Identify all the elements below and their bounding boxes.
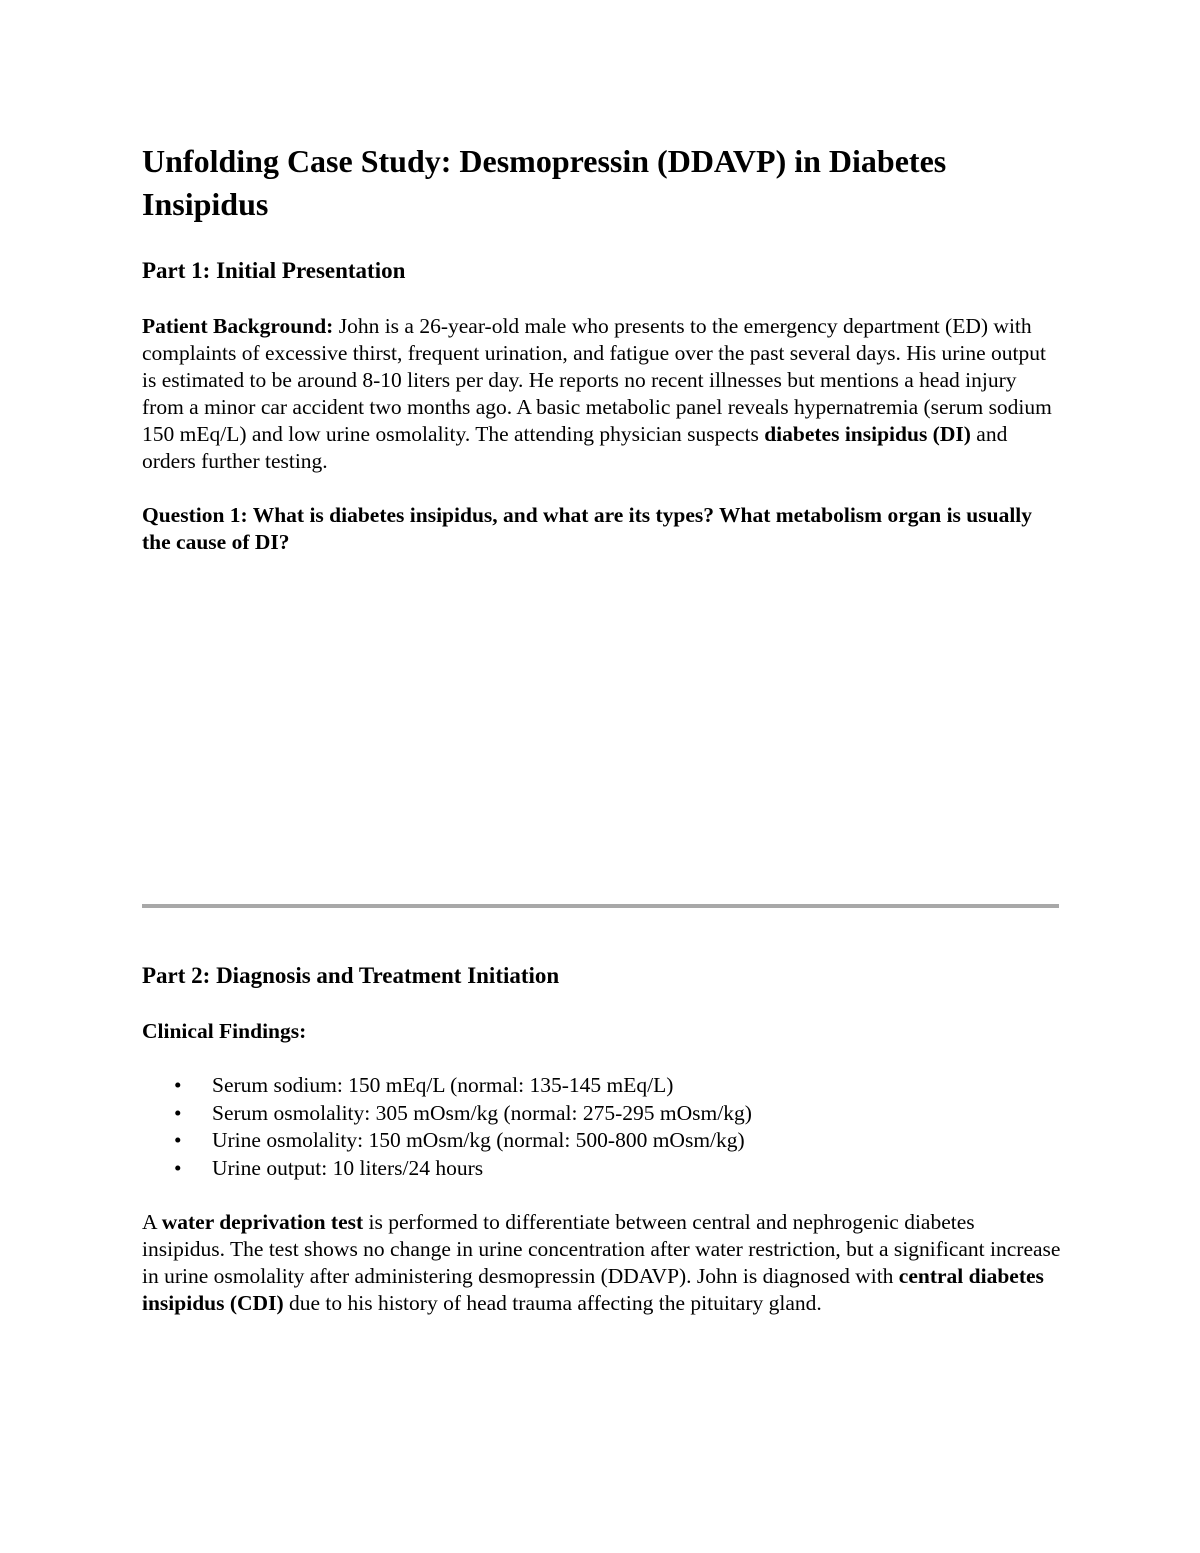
document-title: Unfolding Case Study: Desmopressin (DDAVP) in Diabetes Insipidus: [142, 143, 947, 222]
list-item: [142, 1100, 1062, 1128]
clinical-findings-list: [142, 1072, 1062, 1182]
list-item: [142, 1155, 1062, 1183]
test-bold-2: central diabetes insipidus (CDI): [142, 1264, 1044, 1315]
test-text-1: A: [142, 1210, 162, 1234]
patient-background-text-1: John is a 26-year-old male who presents to the emergency department (ED) with complaints of excessive thirst, frequent urination, and fatigue over the past several days. His urine output is estimated to be around 8-10 liters per day. He reports no recent illnesses but mentions a head injury from a minor car accident two months ago. A basic metabolic panel reveals hypernatremia (serum sodium 150 mEq/L) and low urine osmolality. The attending physician suspects: [142, 314, 1052, 446]
test-text-3: due to his history of head trauma affecting the pituitary gland.: [283, 1291, 822, 1315]
bullet-icon: •: [174, 1155, 182, 1180]
test-bold-1: water deprivation test: [161, 1210, 364, 1234]
finding-text: Serum osmolality: 305 mOsm/kg (normal: 275-295 mOsm/kg): [212, 1100, 752, 1125]
bullet-icon: •: [174, 1128, 182, 1152]
bullet-icon: •: [174, 1100, 182, 1125]
test-text-2: is performed to differentiate between central and nephrogenic diabetes insipidus. The test shows no change in urine concentration after water restriction, but a significant increase in urine osmolality after administering desmopressin (DDAVP). John is diagnosed with: [142, 1210, 1061, 1288]
finding-text: Serum sodium: 150 mEq/L (normal: 135-145 mEq/L): [212, 1073, 674, 1097]
finding-text: Urine osmolality: 150 mOsm/kg (normal: 500-800 mOsm/kg): [212, 1128, 745, 1152]
bullet-icon: •: [174, 1073, 182, 1097]
part2-heading: Part 2: Diagnosis and Treatment Initiation: [142, 963, 560, 988]
part2-section: [142, 962, 1062, 1344]
patient-background-label: Patient Background:: [142, 314, 334, 338]
patient-background-text-2: and orders further testing.: [142, 422, 1008, 473]
document-page: [142, 140, 1062, 556]
patient-background-paragraph: [142, 313, 1062, 475]
list-item: [142, 1072, 1062, 1100]
patient-background-bold: diabetes insipidus (DI): [764, 422, 971, 446]
part1-heading: Part 1: Initial Presentation: [142, 258, 406, 283]
section-divider: [142, 904, 1059, 908]
list-item: [142, 1127, 1062, 1155]
finding-text: Urine output: 10 liters/24 hours: [212, 1155, 484, 1180]
water-deprivation-paragraph: [142, 1209, 1062, 1317]
clinical-findings-label: Clinical Findings:: [142, 1019, 307, 1043]
question-1: Question 1: What is diabetes insipidus, and what are its types? What metabolism organ is usually the cause of DI?: [142, 503, 1033, 554]
